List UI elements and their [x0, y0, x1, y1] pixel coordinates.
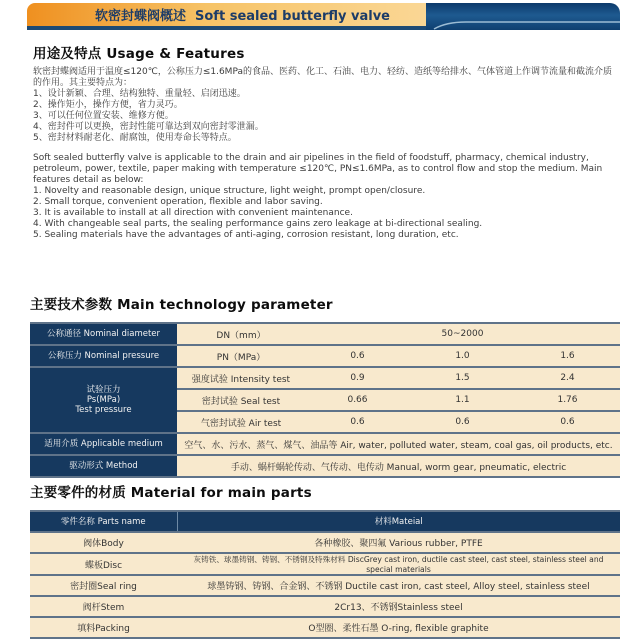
banner-swoosh-line — [426, 3, 620, 30]
applicable-medium-label-cell: 适用介质 Applicable medium — [30, 433, 177, 455]
tech-parameters-section — [30, 293, 620, 478]
table-row — [30, 323, 620, 345]
packing-part-cell: 填料Packing — [30, 617, 177, 638]
page-title — [95, 5, 390, 24]
table-row — [30, 575, 620, 596]
air-test-param-cell: 气密封试验 Air test — [177, 411, 305, 433]
table-row — [30, 596, 620, 617]
disc-material-cell: 灰铸铁、球墨铸钢、铸钢、不锈钢及特殊材料 DiscGrey cast iron, ductile cast steel, cast steel, stainless steel and special materials — [177, 553, 620, 575]
table-header-row — [30, 511, 620, 532]
stem-part-cell: 阀杆Stem — [30, 596, 177, 617]
materials-heading: 主要零件的材质 Material for main parts — [30, 485, 312, 501]
air-test-value-2: 0.6 — [410, 411, 515, 433]
seal-test-param-cell: 密封试验 Seal test — [177, 389, 305, 411]
intensity-test-param-cell: 强度试验 Intensity test — [177, 367, 305, 389]
table-row — [30, 433, 620, 455]
intensity-test-value-2: 1.5 — [410, 367, 515, 389]
usage-zh-intro: 软密封蝶阀适用于温度≤120℃，公称压力≤1.6MPa的食品、医药、化工、石油、电力、轻纺、造纸等给排水、气体管道上作调节流量和截流介质的作用。其主要特点为： — [33, 67, 612, 88]
usage-zh-item-3: 3、可以任何位置安装、维修方便。 — [33, 111, 174, 121]
nominal-pressure-param-cell: PN（MPa） — [177, 345, 305, 367]
test-pressure-label-en: Test pressure — [75, 405, 132, 415]
nominal-pressure-value-3: 1.6 — [515, 345, 620, 367]
disc-part-cell: 蝶板Disc — [30, 553, 177, 575]
seal-test-value-3: 1.76 — [515, 389, 620, 411]
usage-zh-item-5: 5、密封材料耐老化、耐腐蚀，使用寿命长等特点。 — [33, 133, 237, 143]
page-title-zh: 软密封蝶阀概述 — [95, 9, 187, 24]
seal-test-value-1: 0.66 — [305, 389, 410, 411]
seal-ring-part-cell: 密封圈Seal ring — [30, 575, 177, 596]
usage-zh-item-2: 2、操作矩小，操作方便，省力灵巧。 — [33, 100, 183, 110]
usage-en-item-4: 4. With changeable seal parts, the sealing performance gains zero leakage at bi-directional sealing. — [33, 219, 483, 229]
stem-material-cell: 2Cr13、不锈钢Stainless steel — [177, 596, 620, 617]
table-row — [30, 553, 620, 575]
body-part-cell: 阀体Body — [30, 532, 177, 553]
air-test-value-1: 0.6 — [305, 411, 410, 433]
usage-en-intro: Soft sealed butterfly valve is applicable to the drain and air pipelines in the field of foodstuff, pharmacy, chemical industry, petroleum, power, textile, paper making with temperature ≤120℃, PN≤1.6MPa, as to control flow and stop the medium. Main features detail as below: — [33, 153, 603, 185]
drive-method-label-cell: 驱动形式 Method — [30, 455, 177, 477]
table-row — [30, 532, 620, 553]
test-pressure-label-unit: Ps(MPa) — [86, 395, 121, 405]
page-banner — [27, 3, 426, 26]
usage-en-item-5: 5. Sealing materials have the advantages of anti-aging, corrosion resistant, long duration, etc. — [33, 230, 459, 240]
packing-material-cell: O型圈、柔性石墨 O-ring, flexible graphite — [177, 617, 620, 638]
tech-parameters-table — [30, 322, 620, 478]
applicable-medium-value-cell: 空气、水、污水、蒸气、煤气、油品等 Air, water, polluted water, steam, coal gas, oil products, etc. — [177, 433, 620, 455]
usage-features-heading: 用途及特点 Usage & Features — [33, 46, 245, 62]
seal-ring-material-cell: 球墨铸钢、铸钢、合金钢、不锈钢 Ductile cast iron, cast steel, Alloy steel, stainless steel — [177, 575, 620, 596]
test-pressure-label-zh: 试验压力 — [86, 385, 121, 395]
table-row — [30, 367, 620, 389]
test-pressure-label-cell — [30, 367, 177, 433]
air-test-value-3: 0.6 — [515, 411, 620, 433]
seal-test-value-2: 1.1 — [410, 389, 515, 411]
usage-zh-item-4: 4、密封件可以更换，密封性能可靠达到双向密封零泄漏。 — [33, 122, 264, 132]
usage-en-item-1: 1. Novelty and reasonable design, unique structure, light weight, prompt open/closure. — [33, 186, 426, 196]
intensity-test-value-1: 0.9 — [305, 367, 410, 389]
nominal-pressure-value-1: 0.6 — [305, 345, 410, 367]
tech-parameters-heading: 主要技术参数 Main technology parameter — [30, 297, 333, 313]
materials-section — [30, 481, 620, 639]
nominal-diameter-label-cell: 公称通径 Nominal diameter — [30, 323, 177, 345]
body-material-cell: 各种橡胶、聚四氟 Various rubber, PTFE — [177, 532, 620, 553]
parts-name-header-cell: 零件名称 Parts name — [30, 511, 177, 532]
table-row — [30, 455, 620, 477]
drive-method-value-cell: 手动、蜗杆蜗轮传动、气传动、电传动 Manual, worm gear, pneumatic, electric — [177, 455, 620, 477]
table-row — [30, 345, 620, 367]
intensity-test-value-3: 2.4 — [515, 367, 620, 389]
banner-navy-block — [426, 3, 620, 30]
usage-en-item-3: 3. It is available to install at all direction with convenient maintenance. — [33, 208, 353, 218]
banner-underline — [27, 26, 426, 30]
nominal-pressure-label-cell: 公称压力 Nominal pressure — [30, 345, 177, 367]
nominal-diameter-value-cell: 50~2000 — [305, 323, 620, 345]
materials-table — [30, 510, 620, 639]
nominal-pressure-value-2: 1.0 — [410, 345, 515, 367]
nominal-diameter-param-cell: DN（mm） — [177, 323, 305, 345]
table-row — [30, 617, 620, 638]
material-header-cell: 材料Mateial — [177, 511, 620, 532]
usage-zh-item-1: 1、设计新颖、合理、结构独特、重量轻、启闭迅速。 — [33, 89, 246, 99]
usage-en-item-2: 2. Small torque, convenient operation, flexible and labor saving. — [33, 197, 323, 207]
page-title-en: Soft sealed butterfly valve — [195, 9, 390, 24]
usage-features-section — [33, 42, 615, 241]
